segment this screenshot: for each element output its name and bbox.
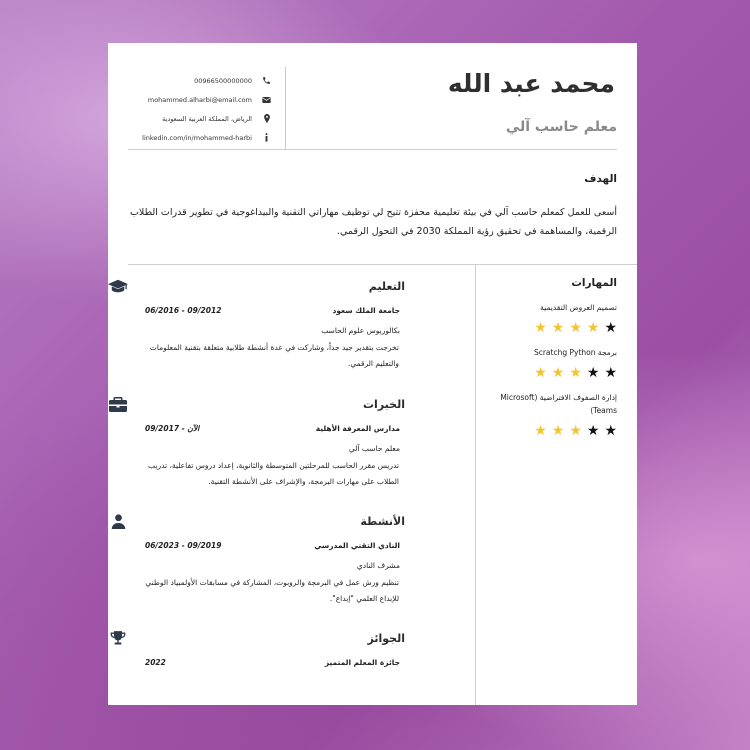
contact-phone [126,71,271,90]
activities-date: 06/2023 - 09/2019 [145,541,222,550]
header-divider [285,67,286,149]
location-icon [262,114,271,123]
skill-item [493,391,617,438]
star-filled-icon: ★ [586,320,600,336]
education-org: جامعة الملك سعود [332,306,400,315]
skills-section [493,277,617,449]
education-title: التعليم [368,279,405,293]
star-empty-icon: ★ [586,423,600,439]
star-empty-icon: ★ [604,320,617,336]
activities-desc: تنظيم ورش عمل في البرمجة والروبوت، المشاركة في مسابقات الأولمبياد الوطني للإبداع العلمي "إبداع". [145,578,399,603]
star-filled-icon: ★ [569,423,582,439]
job-title: معلم حاسب آلي [505,119,617,135]
star-filled-icon: ★ [569,365,582,381]
location-text: الرياض، المملكة العربية السعودية [162,114,252,123]
skills-title: المهارات [571,277,617,289]
activities-section [145,512,447,607]
education-desc: تخرجت بتقدير جيد جداً، وشاركت في عدة أنشطة طلابية متعلقة بتقنية المعلومات والتعليم الرقمي. [149,343,399,368]
awards-title: الجوائز [367,631,405,645]
activities-title: الأنشطة [360,514,405,528]
contact-email [126,90,271,109]
phone-icon [262,76,271,85]
skill-item [493,346,617,380]
skill-rating [493,321,617,335]
skill-rating [493,366,617,380]
star-empty-icon: ★ [604,423,617,439]
star-filled-icon: ★ [534,423,547,439]
contact-location [126,109,271,128]
email-text: mohammed.alharbi@email.com [147,95,252,104]
info-icon [262,133,271,142]
education-section [145,277,447,372]
email-icon [262,95,271,104]
skill-label: برمجة Scratchg Python [533,348,617,357]
resume-page [108,43,637,705]
skill-label: تصميم العروض التقديمية [540,303,617,312]
experience-org: مدارس المعرفة الأهلية [315,424,400,433]
star-empty-icon: ★ [604,365,617,381]
objective-title: الهدف [584,173,617,185]
activities-role: مشرف النادي [356,561,400,570]
star-filled-icon: ★ [534,365,547,381]
star-filled-icon: ★ [534,320,547,336]
contact-list [126,71,271,147]
awards-org: جائزة المعلم المتميز [324,658,400,667]
person-icon [108,513,128,529]
skill-rating [493,424,617,438]
star-filled-icon: ★ [551,365,565,381]
contact-linkedin [126,128,271,147]
star-filled-icon: ★ [551,423,565,439]
column-divider [475,264,476,705]
awards-date: 2022 [145,658,166,667]
education-degree: بكالوريوس علوم الحاسب [321,326,400,335]
person-name: محمد عبد الله [447,69,615,98]
skill-item [493,301,617,335]
experience-title: الخبرات [363,397,405,411]
activities-org: النادي التقني المدرسي [314,541,400,550]
experience-date: 09/2017 - الآن [145,424,200,433]
linkedin-text: linkedin.com/in/mohammed-harbi [142,133,252,142]
star-filled-icon: ★ [569,320,582,336]
skill-label: إدارة الصفوف الافتراضية (Microsoft Teams) [500,393,617,415]
experience-section [145,395,447,490]
star-empty-icon: ★ [586,365,600,381]
graduation-cap-icon [108,278,128,294]
experience-role: معلم حاسب آلي [348,444,400,453]
awards-section [145,629,447,667]
objective-rule [128,264,637,265]
experience-desc: تدريس مقرر الحاسب للمرحلتين المتوسطة والثانوية، إعداد دروس تفاعلية، تدريب الطلاب على مهارات البرمجة، والإشراف على الأنشطة التقنية. [148,461,399,486]
briefcase-icon [108,396,128,412]
education-date: 06/2016 - 09/2012 [145,306,222,315]
star-filled-icon: ★ [551,320,565,336]
phone-text: 00966500000000 [194,76,252,85]
objective-text: أسعى للعمل كمعلم حاسب آلي في بيئة تعليمية محفزة تتيح لي توظيف مهاراتي التقنية والبيداغوجية في تطوير قدرات الطلاب الرقمية، والمساهمة في تحقيق رؤية المملكة 2030 في التحول الرقمي. [129,207,617,237]
header-rule [128,149,617,150]
trophy-icon [108,630,128,646]
